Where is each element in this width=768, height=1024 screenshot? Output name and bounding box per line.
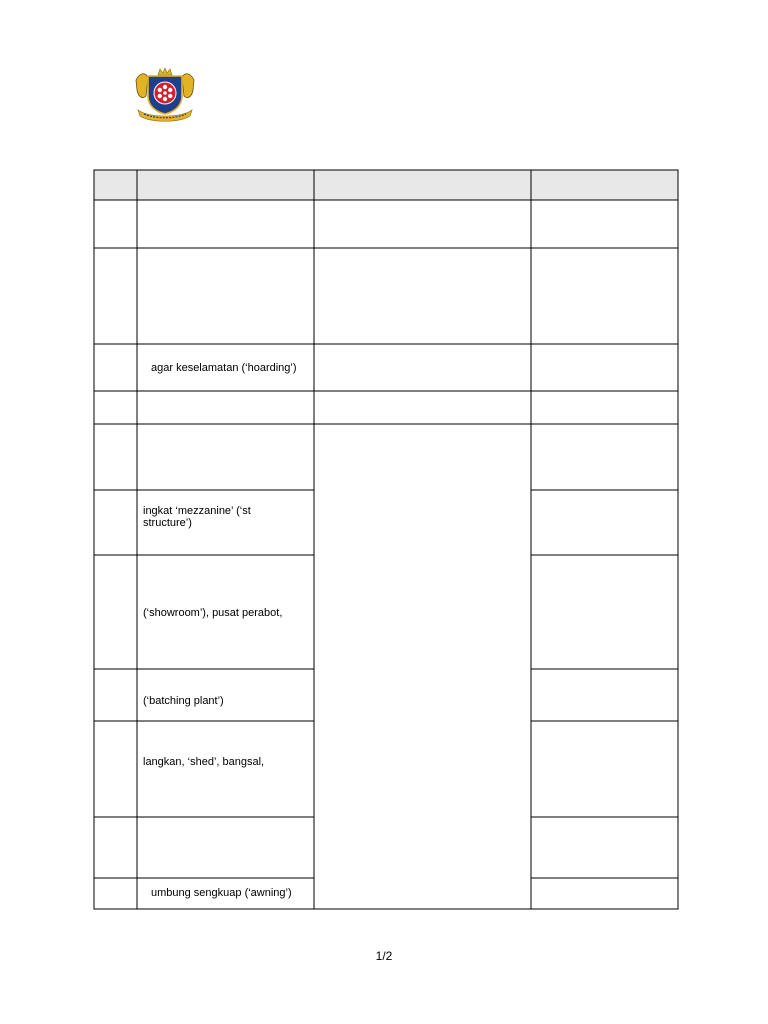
table-cell-row9-col1: langkan, ‘shed’, bangsal,: [143, 756, 265, 768]
table-cell-row11-col1: umbung sengkuap (‘awning’): [151, 887, 292, 899]
table-header-row: [94, 170, 678, 200]
table-cell-row6-col1: ingkat ‘mezzanine’ (‘st structure’): [143, 505, 251, 529]
table-cell-row8-col1: (‘batching plant’): [143, 695, 224, 707]
table-cell-row7-col1: (‘showroom’), pusat perabot,: [143, 607, 283, 619]
page-number: 1/2: [375, 949, 393, 963]
table-cell-row3-col1: agar keselamatan (‘hoarding’): [151, 362, 297, 374]
